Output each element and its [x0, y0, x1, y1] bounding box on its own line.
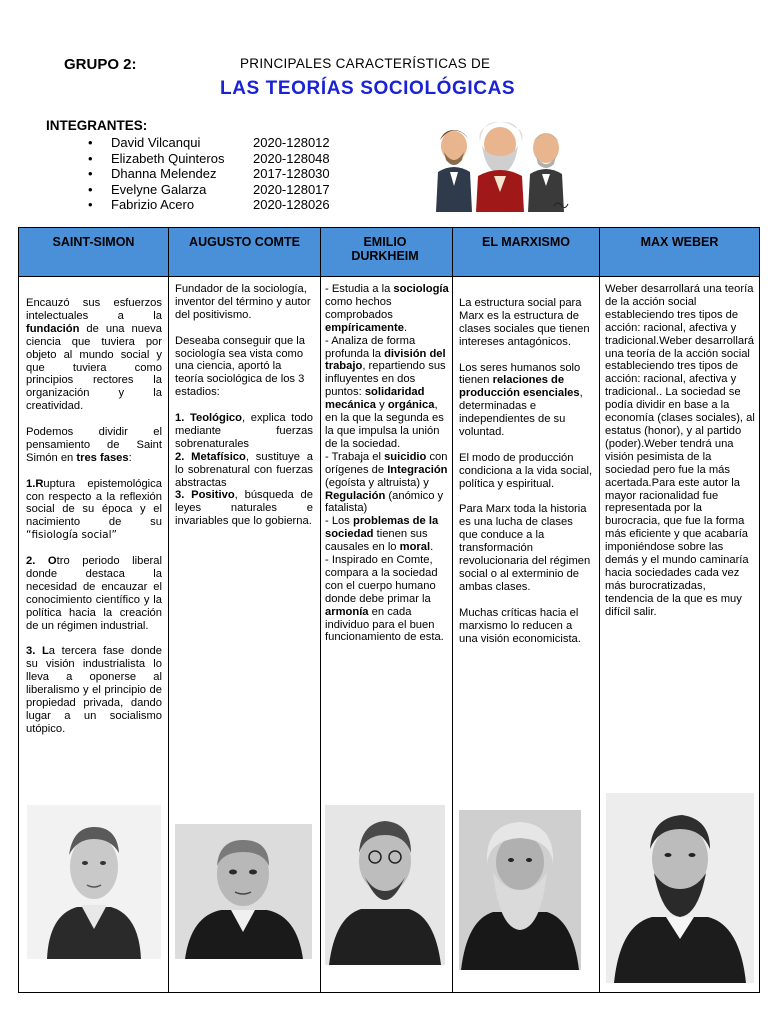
text: 3. L — [26, 645, 49, 658]
text: como hechos comprobados — [325, 295, 393, 321]
weber-text — [605, 283, 755, 631]
text: Muchas críticas hacia el marxismo lo reducen a una visión economicista. — [459, 606, 581, 645]
text: 3. Positivo — [175, 489, 235, 502]
text: 1. Teológico — [175, 412, 242, 425]
text: “fisiología social” — [26, 529, 117, 542]
column-divider — [452, 228, 453, 992]
text: empíricamente — [325, 321, 404, 334]
text: : — [128, 451, 132, 464]
members-list — [88, 135, 330, 213]
column-divider — [599, 228, 600, 992]
text: . — [403, 321, 408, 334]
saint-simon-portrait-image — [27, 805, 161, 959]
max-weber-portrait-image — [606, 793, 754, 983]
text: - Trabaja el — [325, 450, 385, 463]
text: Regulación — [325, 489, 386, 502]
text: orgánica — [387, 399, 435, 412]
list-item — [88, 166, 330, 182]
member-code: 2020-128048 — [253, 150, 330, 166]
text: Weber desarrollará una teoría de la acción social estableciendo tres tipos de acción: racional, afectiva y tradicional.Weber desarrollará una teoría de la acción social estableciendo tres tipos de acción: racional, afectiva y tradicional.. La sociedad se podía dividir en base a la economía (clases sociales), al estatus (honor), y al partido (poder).Weber tendrá una visión pesimista de la sociedad pero fue la más acertada.Para este autor la mayor racionalidad fue representada por la burocracia, que fue la forma más eficiente y que acabaría imponiéndose sobre las demás y el mundo caminaría hacia sociedades cada vez más burocratizadas, tendencia de la que es muy difícil salir. — [605, 283, 755, 618]
text: sociología — [393, 283, 449, 295]
text: tres fases — [76, 451, 129, 464]
text: en cada individuo para el buen funcionamiento de esta. — [325, 605, 444, 644]
list-item — [88, 182, 330, 198]
comte-text — [175, 283, 313, 528]
text: , determinadas e independientes de su voluntad. — [459, 387, 583, 439]
text: - Analiza de forma profunda la — [325, 334, 416, 360]
member-code: 2020-128026 — [253, 197, 330, 213]
text: Para Marx toda la historia es una lucha de clases que conduce a la transformación revolucionaria del régimen social o al exterminio de ambas clases. — [459, 503, 591, 593]
text: , búsqueda de leyes naturales e invariables que lo gobierna. — [175, 489, 313, 528]
member-name: Fabrizio Acero — [111, 197, 195, 213]
member-name: Elizabeth Quinteros — [111, 150, 225, 166]
text: tienen sus causales en lo — [325, 528, 428, 554]
text: Deseaba conseguir que la sociología sea vista como una ciencia, aportó la teoría sociológica de los 3 estadios: — [175, 334, 305, 399]
member-name: Evelyne Galarza — [111, 181, 207, 197]
member-code: 2017-128030 — [253, 166, 330, 182]
text: 2. Metafísico — [175, 450, 246, 463]
list-item — [88, 151, 330, 167]
text: con orígenes de — [325, 450, 448, 476]
text: a tercera fase donde su visión industrialista lo lleva a oponerse al liberalismo y el principio de propiedad privada, dando lugar a un socialismo utópico. — [26, 645, 162, 735]
text: , sustituye a lo sobrenatural con fuerzas abstractas — [175, 450, 313, 489]
text: El modo de producción condiciona a la vida social, política y espiritual. — [459, 451, 593, 490]
text: suicidio — [384, 450, 427, 463]
text: relaciones de producción esenciales — [459, 374, 580, 400]
list-item — [88, 197, 330, 213]
text: problemas de la sociedad — [325, 515, 439, 541]
text: armonía — [325, 605, 369, 618]
text: - Estudia a la — [325, 283, 394, 295]
column-divider — [168, 228, 169, 992]
marxismo-text — [459, 297, 593, 658]
column-divider — [320, 228, 321, 992]
text: . — [430, 541, 434, 554]
emilio-durkheim-portrait-image — [325, 805, 445, 965]
member-code: 2020-128012 — [253, 135, 330, 150]
karl-marx-portrait-image — [459, 810, 581, 970]
text: La estructura social para Marx es la estructura de clases sociales que tienen intereses antagónicos. — [459, 297, 590, 348]
pretitle: PRINCIPALES CARACTERÍSTICAS DE — [240, 56, 491, 71]
text: - Los — [325, 515, 353, 528]
text: (egoísta y altruista) y — [325, 476, 429, 489]
header-max-weber: MAX WEBER — [640, 235, 719, 249]
group-label: GRUPO 2: — [64, 56, 137, 73]
header-saint-simon: SAINT-SIMON — [52, 235, 135, 249]
text: , en la que la segunda es la que impulsa la unión de la sociedad. — [325, 399, 444, 450]
header-emilio-durkheim: EMILIO DURKHEIM — [351, 235, 419, 263]
text: Los seres humanos solo tienen — [459, 361, 581, 387]
page-title: LAS TEORÍAS SOCIOLÓGICAS — [220, 78, 516, 99]
saint-simon-text — [26, 297, 162, 749]
text: 2. O — [26, 555, 57, 568]
sociologists-cartoon-image — [432, 116, 570, 212]
text: Podemos dividir el pensamiento de Saint Simón en — [26, 426, 162, 464]
members-label: INTEGRANTES: — [46, 118, 148, 133]
text: - Inspirado en Comte, compara a la sociedad con el cuerpo humano donde debe primar la — [325, 554, 438, 605]
text: y — [376, 399, 388, 412]
text: división del trabajo — [325, 347, 446, 373]
member-code: 2020-128017 — [253, 181, 330, 197]
durkheim-text — [325, 283, 449, 644]
text: uptura epistemológica con respecto a la reflexión social de su época y el nacimiento de su — [26, 477, 162, 529]
augusto-comte-portrait-image — [175, 824, 312, 959]
header-el-marxismo: EL MARXISMO — [482, 235, 570, 249]
text: fundación — [26, 322, 80, 335]
text: , repartiendo sus influyentes en dos puntos: — [325, 360, 446, 399]
member-name: Dhanna Melendez — [111, 166, 217, 182]
text: 1.R — [26, 477, 44, 490]
member-name: David Vilcanqui — [111, 135, 201, 150]
text: Fundador de la sociología, inventor del término y autor del positivismo. — [175, 283, 311, 321]
text: tro periodo liberal donde destaca la necesidad de encauzar el conocimiento científico y la política hacia la creación de un régimen industrial. — [26, 555, 162, 632]
text: de una nueva ciencia que tuviera por objeto al mundo social y que tuviera como principios rectores la organización y la creatividad. — [26, 322, 162, 413]
text: solidaridad mecánica — [325, 386, 425, 412]
text: Encauzó sus esfuerzos intelectuales a la — [26, 297, 162, 322]
text: Integración — [387, 463, 448, 476]
text: (anómico y fatalista) — [325, 489, 444, 515]
text: , explica todo mediante fuerzas sobrenaturales — [175, 412, 313, 450]
list-item — [88, 135, 330, 151]
header-augusto-comte: AUGUSTO COMTE — [189, 235, 300, 249]
theories-table — [18, 227, 760, 993]
text: moral — [399, 541, 431, 554]
